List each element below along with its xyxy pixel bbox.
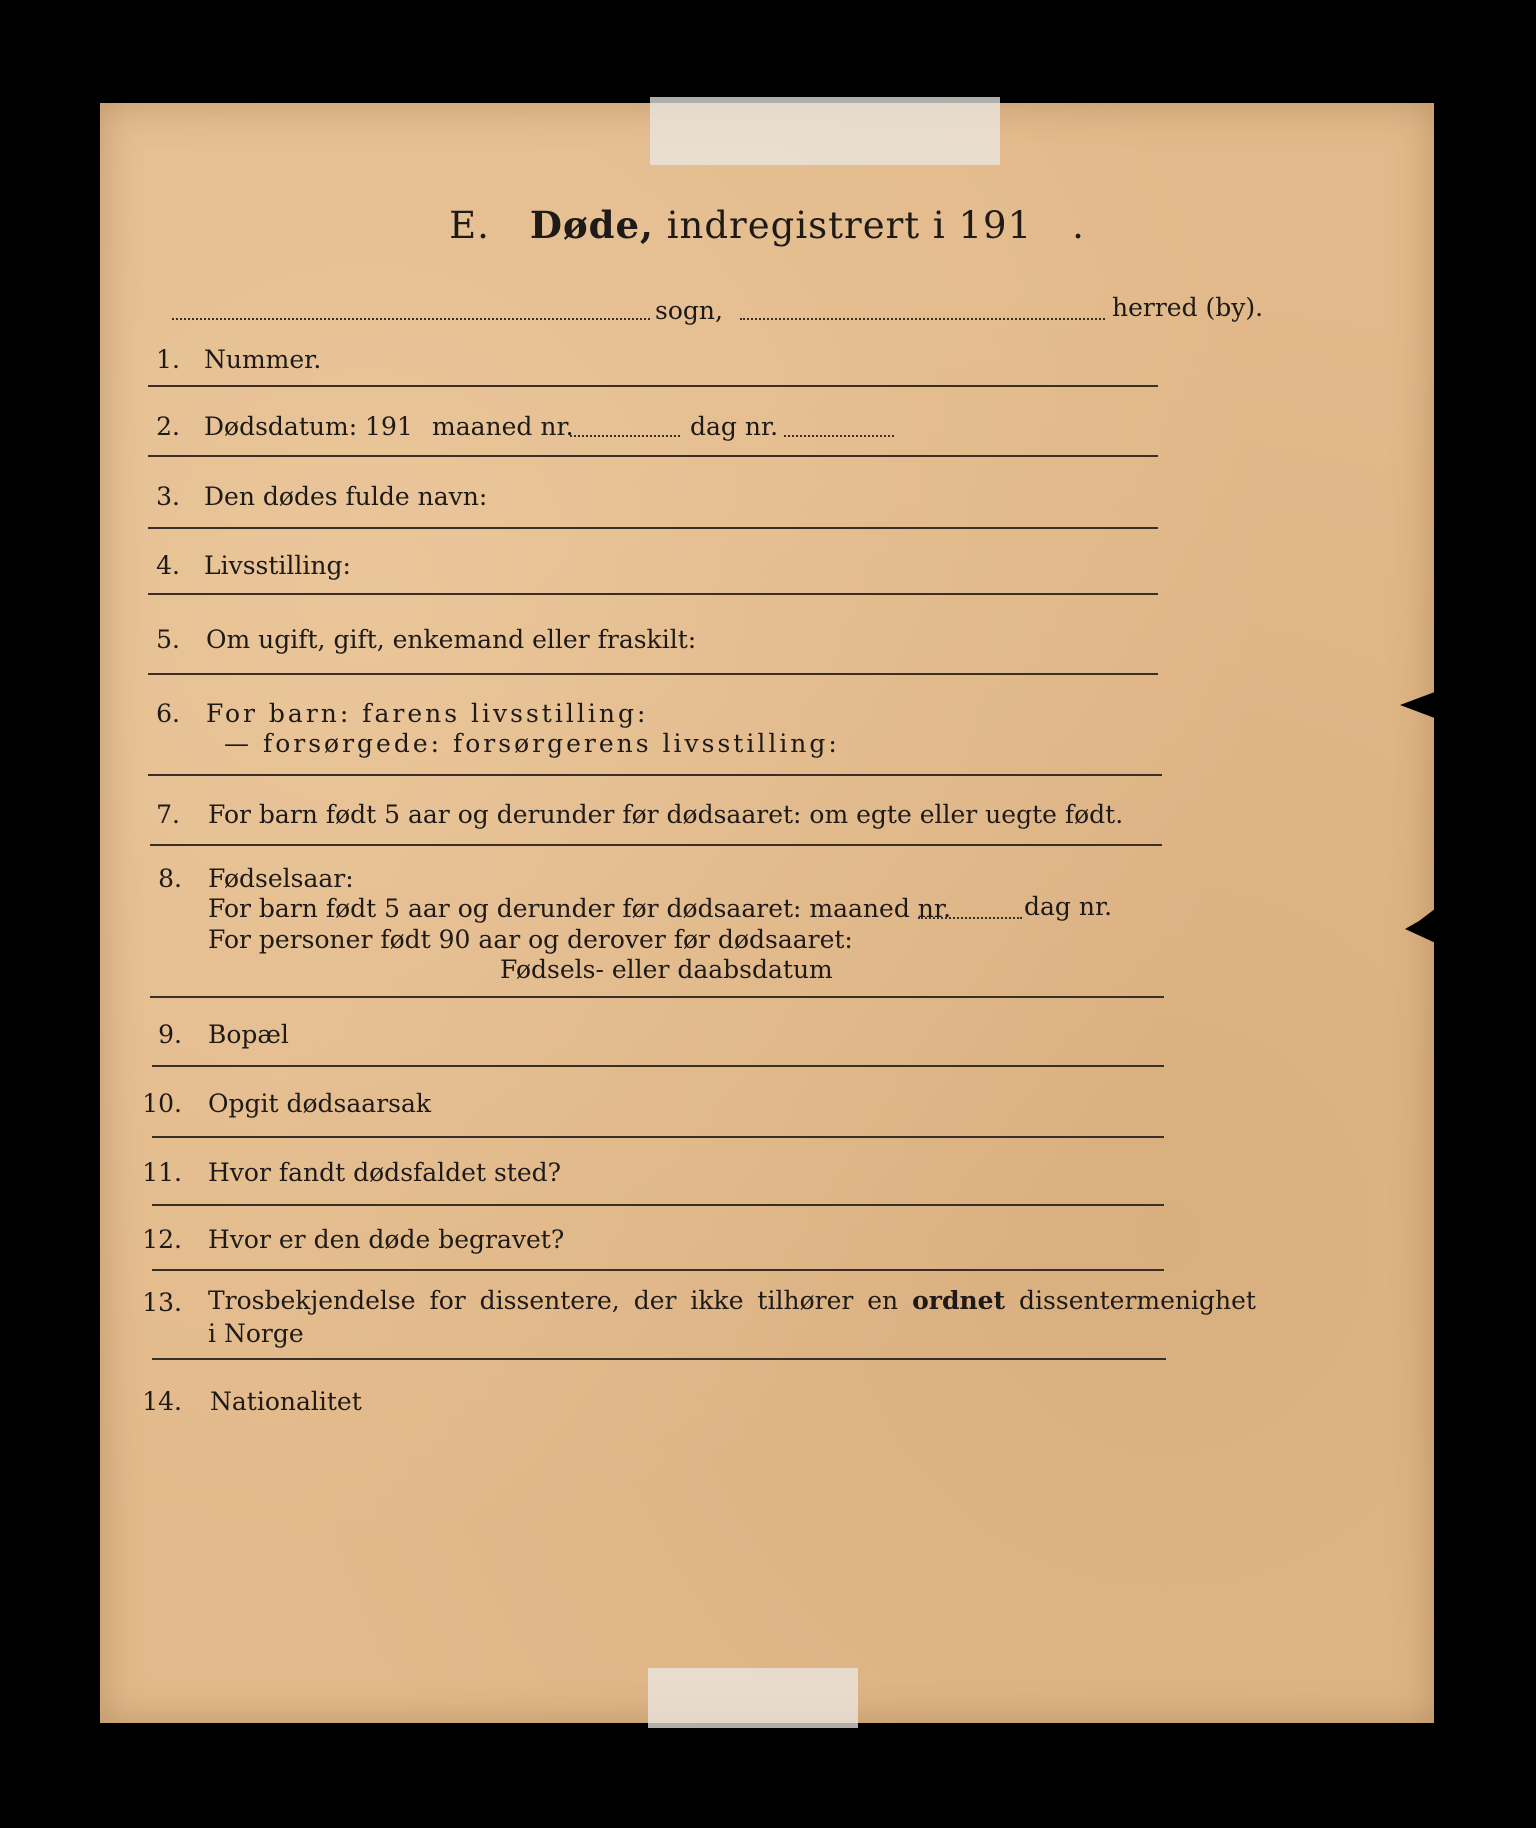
- item-number: 1.: [156, 345, 180, 374]
- item-number: 2.: [156, 412, 180, 441]
- item-number: 3.: [156, 482, 180, 511]
- item-label-secondary: — forsørgede: forsørgerens livsstilling:: [224, 729, 840, 758]
- answer-line[interactable]: [148, 673, 1158, 675]
- answer-line[interactable]: [152, 1204, 1164, 1206]
- item-label: Dødsdatum: 191: [204, 412, 413, 441]
- item-label: Hvor er den døde begravet?: [208, 1225, 565, 1254]
- answer-line[interactable]: [152, 1065, 1164, 1067]
- item-label: For barn født 5 aar og derunder før dødsaaret: om egte eller uegte født.: [208, 800, 1124, 829]
- maaned-label: maaned nr.: [432, 412, 574, 441]
- maaned-field[interactable]: [570, 435, 680, 437]
- item-number: 5.: [156, 625, 180, 654]
- dag-label: dag nr.: [690, 412, 779, 441]
- item-label-bold: ordnet: [912, 1286, 1006, 1315]
- item-number: 6.: [156, 699, 180, 728]
- form-sheet: [100, 103, 1434, 1723]
- item-number: 13.: [142, 1288, 182, 1317]
- item-number: 4.: [156, 551, 180, 580]
- sogn-field[interactable]: [172, 318, 650, 320]
- item-number: 11.: [142, 1158, 182, 1187]
- item-label: Opgit dødsaarsak: [208, 1089, 432, 1118]
- herred-field[interactable]: [740, 318, 1105, 320]
- answer-line[interactable]: [148, 774, 1162, 776]
- form-title-rest: indregistrert i 191: [666, 204, 1033, 247]
- item-label: For barn: farens livsstilling:: [206, 699, 649, 728]
- item-number: 12.: [142, 1225, 182, 1254]
- sogn-label: sogn,: [655, 296, 723, 325]
- item-label: Livsstilling:: [204, 551, 351, 580]
- item-number: 10.: [142, 1089, 182, 1118]
- item-number: 9.: [158, 1020, 182, 1049]
- answer-line[interactable]: [152, 1136, 1164, 1138]
- item-label: [208, 1286, 1256, 1315]
- dag-label: dag nr.: [1024, 892, 1113, 921]
- answer-line[interactable]: [148, 455, 1158, 457]
- item-label: Bopæl: [208, 1020, 289, 1049]
- answer-line[interactable]: [150, 996, 1164, 998]
- dag-field[interactable]: [784, 435, 894, 437]
- item-label: Hvor fandt dødsfaldet sted?: [208, 1158, 562, 1187]
- answer-line[interactable]: [148, 385, 1158, 387]
- answer-line[interactable]: [152, 1269, 1164, 1271]
- herred-label: herred (by).: [1112, 293, 1264, 322]
- tape-bottom: [648, 1668, 858, 1728]
- item-label: Den dødes fulde navn:: [204, 482, 488, 511]
- answer-line[interactable]: [152, 1358, 1166, 1360]
- answer-line[interactable]: [148, 593, 1158, 595]
- item-label: Nationalitet: [210, 1387, 362, 1416]
- item-line: For barn født 5 aar og derunder før dødsaaret: maaned nr.: [208, 894, 952, 923]
- item-label-part: dissentermenighet: [1019, 1286, 1256, 1315]
- item-line: Fødsels- eller daabsdatum: [500, 955, 833, 984]
- form-title-end: .: [1072, 204, 1085, 247]
- item-number: 7.: [156, 800, 180, 829]
- item-label-secondary: i Norge: [208, 1319, 304, 1348]
- form-title: [100, 203, 1434, 247]
- answer-line[interactable]: [148, 527, 1158, 529]
- form-letter: E.: [449, 204, 490, 247]
- item-label-part: Trosbekjendelse for dissentere, der ikke tilhører en: [208, 1286, 899, 1315]
- tape-top: [650, 97, 1000, 165]
- item-number: 14.: [142, 1387, 182, 1416]
- item-line: For personer født 90 aar og derover før dødsaaret:: [208, 925, 853, 954]
- answer-line[interactable]: [150, 844, 1162, 846]
- item-label: Nummer.: [204, 345, 322, 374]
- form-title-bold: Døde,: [529, 203, 654, 247]
- item-number: 8.: [158, 864, 182, 893]
- maaned-field[interactable]: [918, 917, 1022, 919]
- item-label: Fødselsaar:: [208, 864, 354, 893]
- item-label: Om ugift, gift, enkemand eller fraskilt:: [206, 625, 697, 654]
